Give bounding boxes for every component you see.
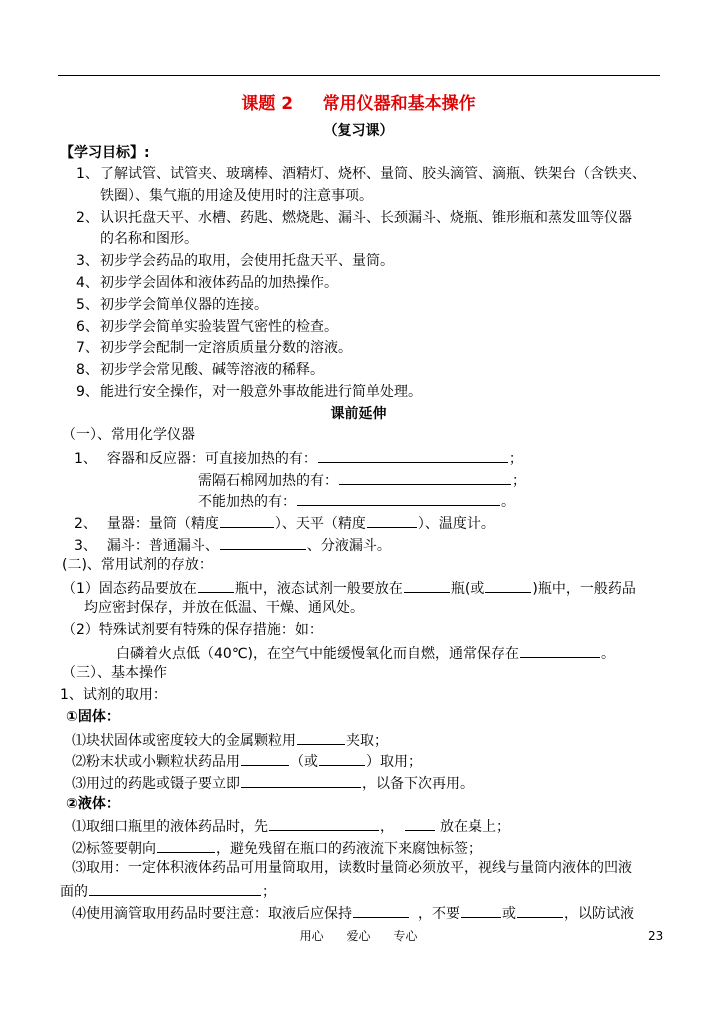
q1-line: 1、 容器和反应器：可直接加热的有： ； bbox=[74, 448, 523, 468]
q1b-label: 需隔石棉网加热的有： bbox=[198, 473, 338, 489]
q1c-label: 不能加热的有： bbox=[198, 494, 296, 510]
solid-blank-2[interactable] bbox=[241, 751, 289, 766]
objective-number: 9、 bbox=[76, 384, 99, 400]
solid-heading: ①固体： bbox=[66, 709, 120, 725]
solid-item3: ⑶用过的药匙或镊子要立即 ，以备下次再用。 bbox=[72, 773, 474, 793]
liquid-blank-6[interactable] bbox=[461, 903, 501, 918]
liquid-blank-1[interactable] bbox=[269, 816, 379, 831]
objective-number: 6、 bbox=[76, 318, 99, 335]
liquid-blank-4[interactable] bbox=[89, 881, 261, 896]
extension-heading: 课前延伸 bbox=[330, 406, 387, 422]
section-3-heading: （三）、基本操作 bbox=[62, 665, 167, 681]
q1c-blank[interactable] bbox=[297, 491, 500, 506]
s2-blank-2[interactable] bbox=[404, 578, 450, 593]
objective-text: 了解试管、试管夹、玻璃棒、酒精灯、烧杯、量筒、胶头滴管、滴瓶、铁架台（含铁夹、 bbox=[100, 166, 646, 182]
section-1-heading: （一）、常用化学仪器 bbox=[62, 427, 195, 443]
solid-blank-1[interactable] bbox=[297, 730, 345, 745]
liquid-blank-5[interactable] bbox=[353, 903, 409, 918]
q3-blank[interactable] bbox=[220, 535, 306, 550]
s2-item3: 白磷着火点低（40℃)，在空气中能缓慢氧化而自燃，通常保存在 。 bbox=[116, 643, 615, 663]
s2-blank-3[interactable] bbox=[485, 578, 531, 593]
objective-text: 初步学会药品的取用，会使用托盘天平、量筒。 bbox=[100, 253, 394, 270]
liquid-blank-7[interactable] bbox=[517, 903, 563, 918]
liquid-item2: ⑵标签要朝向 ，避免残留在瓶口的药液流下来腐蚀标签； bbox=[72, 838, 482, 858]
footer-motto: 用心 爱心 专心 bbox=[299, 929, 418, 943]
q2-blank-2[interactable] bbox=[367, 513, 417, 528]
s2-item1-line1: （1）固态药品要放在 瓶中，液态试剂一般要放在 瓶(或 )瓶中，一般药品 bbox=[62, 578, 636, 598]
solid-item2: ⑵粉末状或小颗粒状药品用 （或 ）取用； bbox=[72, 751, 422, 771]
objective-number: 1、 bbox=[76, 166, 99, 182]
objective-text: 初步学会固体和液体药品的加热操作。 bbox=[100, 275, 338, 291]
solid-blank-3[interactable] bbox=[319, 751, 365, 766]
objectives-heading: 【学习目标】: bbox=[60, 145, 150, 161]
q3-line: 3、 漏斗：普通漏斗、 、分液漏斗。 bbox=[74, 535, 391, 555]
objective-text: 能进行安全操作，对一般意外事故能进行简单处理。 bbox=[100, 384, 422, 400]
liquid-item1: ⑴取细口瓶里的液体药品时，先 ， 放在桌上； bbox=[72, 816, 510, 836]
objective-text: 初步学会配制一定溶质质量分数的溶液。 bbox=[100, 340, 352, 357]
q2-line: 2、 量器：量筒（精度 ）、天平（精度 ）、温度计。 bbox=[74, 513, 495, 533]
objective-number: 3、 bbox=[76, 253, 99, 270]
objective-number: 5、 bbox=[76, 296, 99, 313]
page-number: 23 bbox=[648, 929, 664, 943]
header-rule bbox=[58, 75, 660, 76]
objective-text: 初步学会简单仪器的连接。 bbox=[100, 296, 268, 313]
page-subtitle: （复习课） bbox=[323, 123, 394, 139]
objective-text: 铁圈）、集气瓶的用途及使用时的注意事项。 bbox=[100, 187, 373, 204]
s2-item2: （2）特殊试剂要有特殊的保存措施：如： bbox=[62, 622, 323, 638]
solid-item1: ⑴块状固体或密度较大的金属颗粒用 夹取； bbox=[72, 730, 388, 750]
page-title: 课题 2 常用仪器和基本操作 bbox=[241, 94, 476, 114]
s2-item1-line2: 均应密封保存，并放在低温、干燥、通风处。 bbox=[84, 600, 364, 616]
s2-blank-1[interactable] bbox=[198, 578, 234, 593]
objective-text: 初步学会简单实验装置气密性的检查。 bbox=[100, 318, 338, 335]
liquid-blank-3[interactable] bbox=[157, 838, 215, 853]
objective-text: 初步学会常见酸、碱等溶液的稀释。 bbox=[100, 362, 324, 379]
section-2-heading: (二)、常用试剂的存放： bbox=[62, 557, 213, 573]
q1-label: 容器和反应器：可直接加热的有： bbox=[106, 451, 317, 467]
solid-blank-4[interactable] bbox=[241, 773, 361, 788]
q1b-blank[interactable] bbox=[339, 470, 511, 485]
q1b-line: 需隔石棉网加热的有： ； bbox=[198, 470, 526, 490]
s2-blank-4[interactable] bbox=[520, 643, 600, 658]
liquid-item3-line1: ⑶取用：一定体积液体药品可用量筒取用，读数时量筒必须放平，视线与量筒内液体的凹液 bbox=[72, 860, 632, 876]
liquid-item4: ⑷使用滴管取用药品时要注意：取液后应保持 ，不要 或 ，以防试液 bbox=[72, 903, 634, 923]
q1-blank[interactable] bbox=[318, 448, 508, 463]
objective-number: 2、 bbox=[76, 209, 99, 226]
objective-number: 7、 bbox=[76, 340, 99, 357]
objective-number: 4、 bbox=[76, 275, 99, 291]
objective-text: 的名称和图形。 bbox=[100, 231, 198, 248]
liquid-blank-2[interactable] bbox=[405, 816, 435, 831]
q1-num: 1、 bbox=[74, 451, 97, 467]
objective-number: 8、 bbox=[76, 362, 99, 379]
liquid-item3-line2: 面的 ； bbox=[60, 881, 276, 901]
q2-blank-1[interactable] bbox=[220, 513, 274, 528]
objective-text: 认识托盘天平、水槽、药匙、燃烧匙、漏斗、长颈漏斗、烧瓶、锥形瓶和蒸发皿等仪器 bbox=[100, 209, 632, 226]
q1c-line: 不能加热的有： 。 bbox=[198, 491, 515, 511]
liquid-heading: ②液体： bbox=[66, 796, 120, 812]
op1-heading: 1、试剂的取用： bbox=[60, 687, 167, 703]
